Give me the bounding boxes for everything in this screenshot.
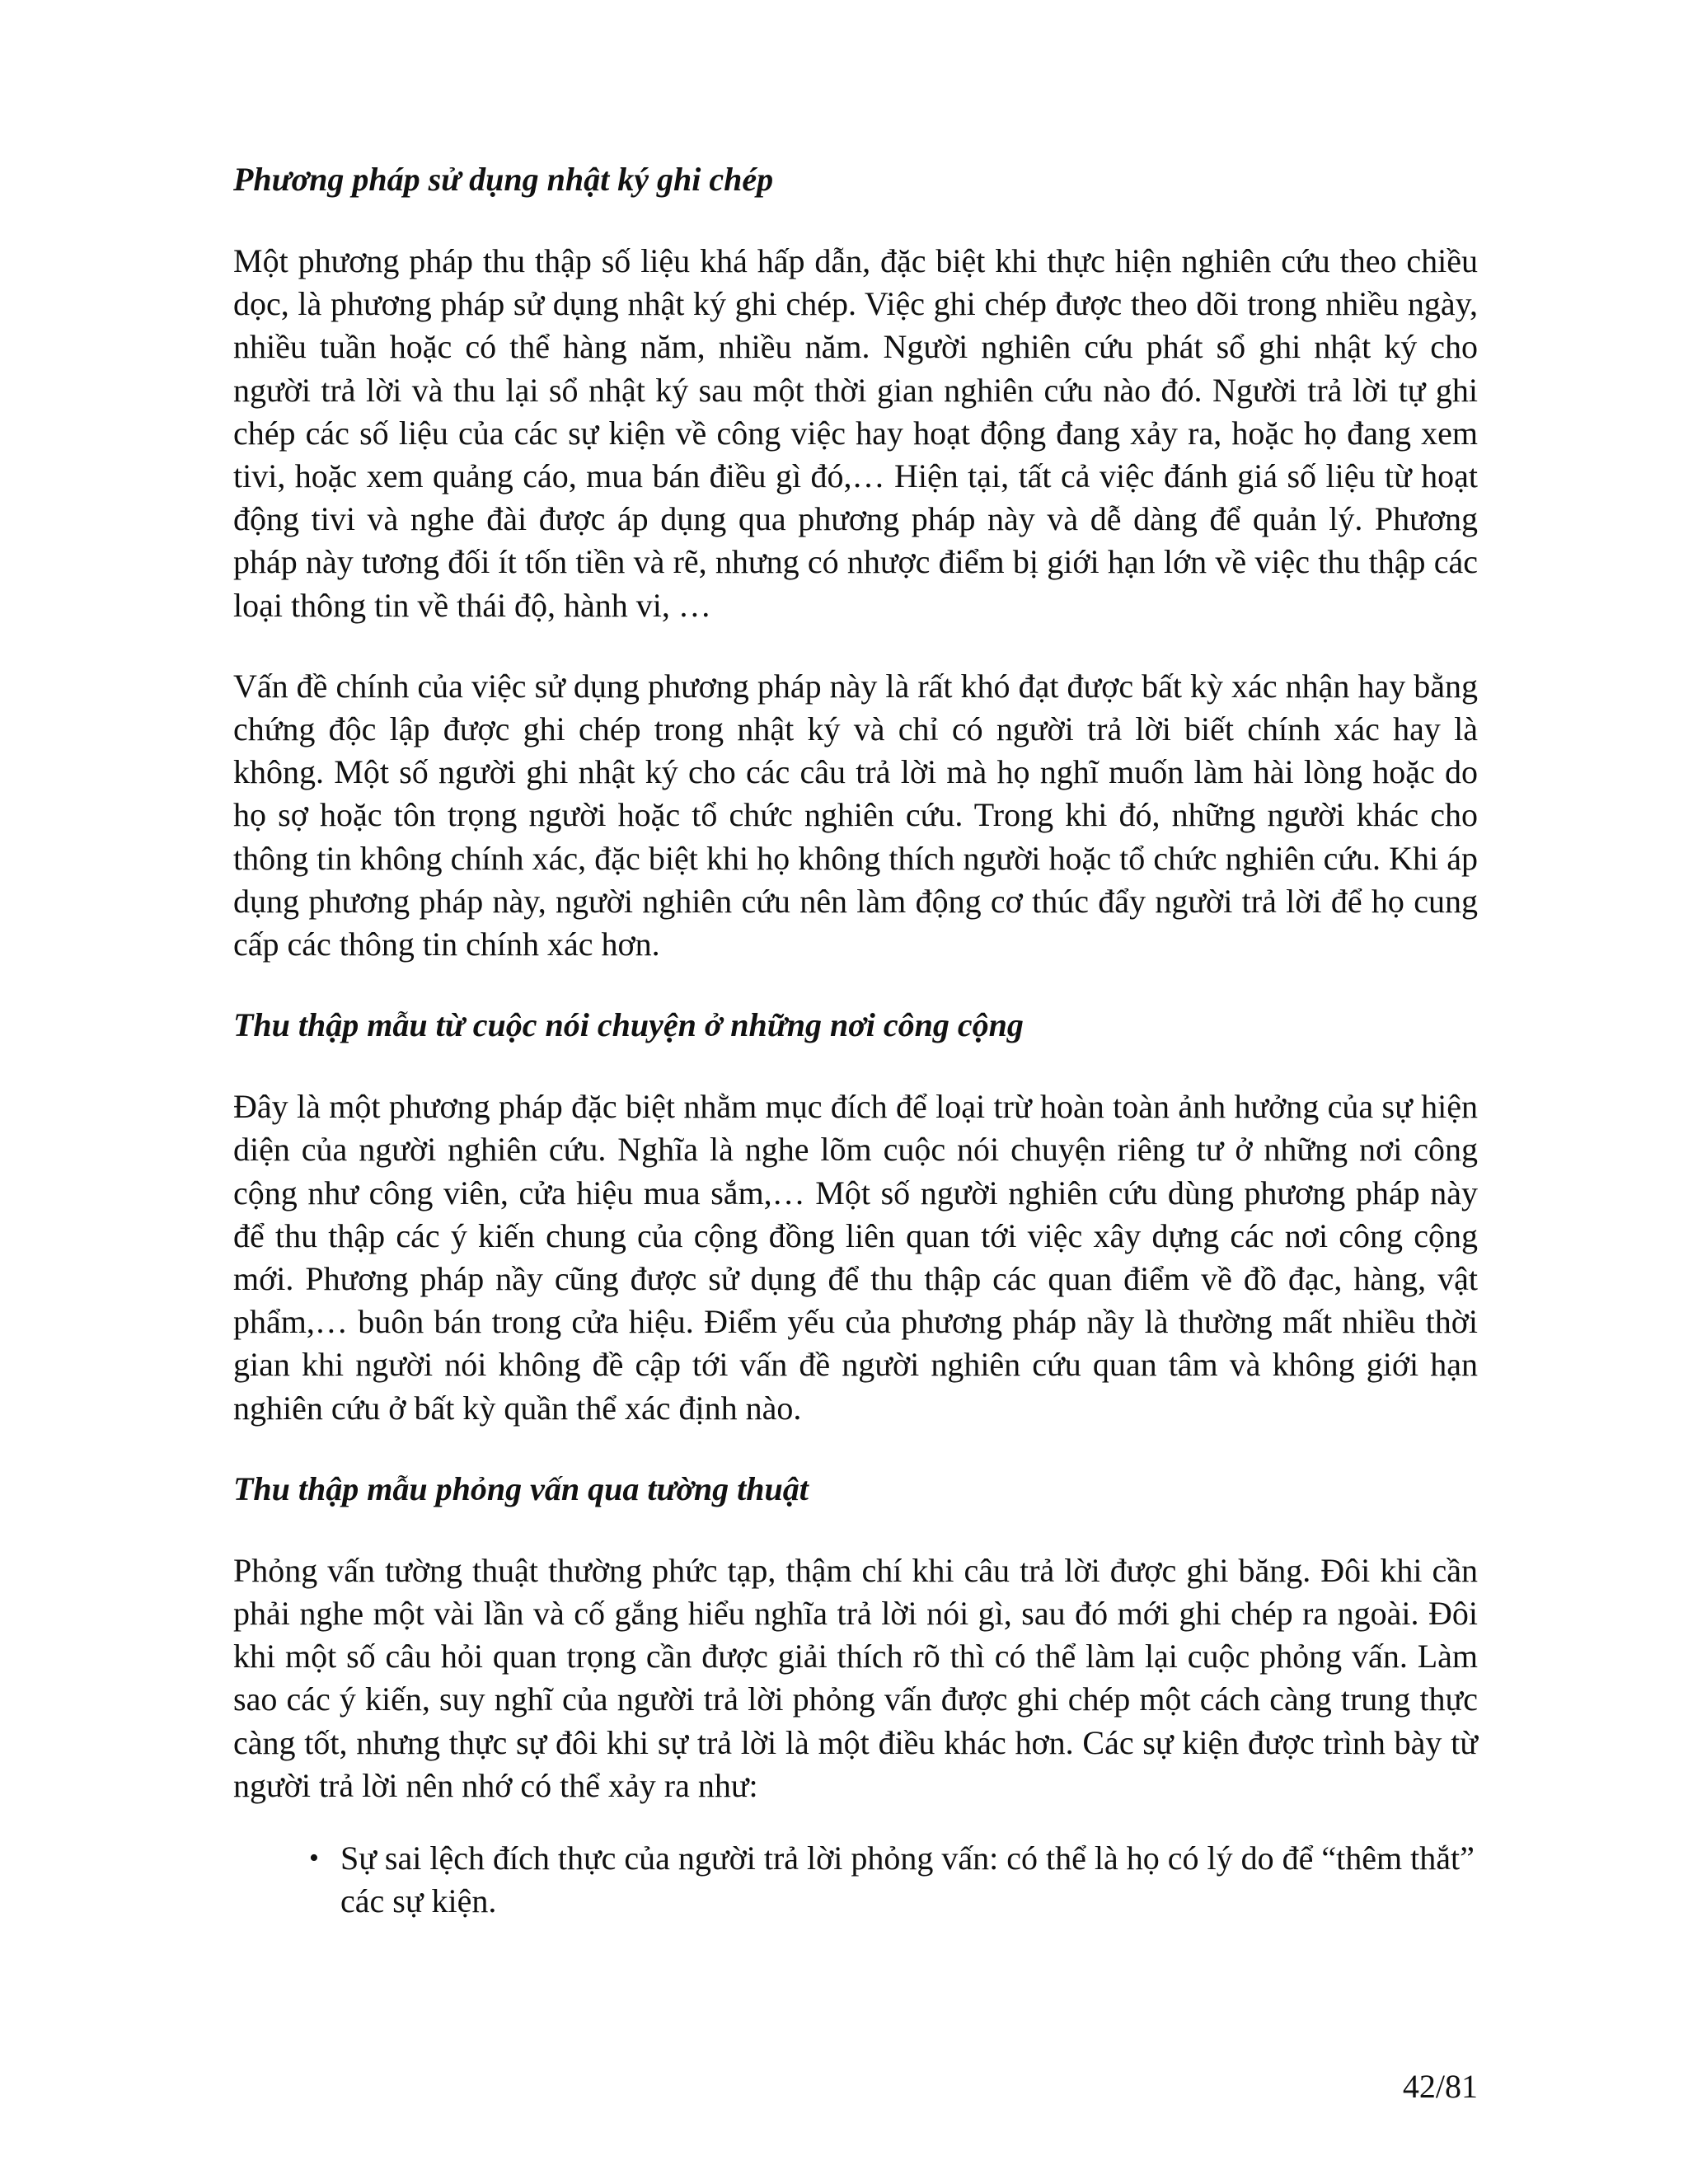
list-item: [233, 1837, 1478, 1923]
section-heading-diary-method: Phương pháp sử dụng nhật ký ghi chép: [233, 161, 774, 198]
section-heading-public-conversation: Thu thập mẫu từ cuộc nói chuyện ở những nơi công cộng: [233, 1006, 1024, 1044]
document-page: [233, 148, 1478, 1924]
page-number: 42/81: [1402, 2068, 1478, 2105]
paragraph-narrative-interview-1: Phỏng vấn tường thuật thường phức tạp, thậm chí khi câu trả lời được ghi băng. Đôi khi cần phải nghe một vài lần và cố gắng hiểu nghĩa trả lời nói gì, sau đó mới ghi chép ra ngoài. Đôi khi một số câu hỏi quan trọng cần được giải thích rõ thì có thể làm lại cuộc phỏng vấn. Làm sao các ý kiến, suy nghĩ của người trả lời phỏng vấn được ghi chép một cách càng trung thực càng tốt, nhưng thực sự đôi khi sự trả lời là một điều khác hơn. Các sự kiện được trình bày từ người trả lời nên nhớ có thể xảy ra như:: [233, 1551, 1478, 1804]
section-heading-narrative-interview: Thu thập mẫu phỏng vấn qua tường thuật: [233, 1469, 809, 1507]
list-item-text: Sự sai lệch đích thực của người trả lời phỏng vấn: có thể là họ có lý do để “thêm thắt” các sự kiện.: [340, 1840, 1475, 1920]
paragraph-diary-method-1: Một phương pháp thu thập số liệu khá hấp dẫn, đặc biệt khi thực hiện nghiên cứu theo chiều dọc, là phương pháp sử dụng nhật ký ghi chép. Việc ghi chép được theo dõi trong nhiều ngày, nhiều tuần hoặc có thể hàng năm, nhiều năm. Người nghiên cứu phát sổ ghi nhật ký cho người trả lời và thu lại sổ nhật ký sau một thời gian nghiên cứu nào đó. Người trả lời tự ghi chép các số liệu của các sự kiện về công việc hay hoạt động đang xảy ra, hoặc họ đang xem tivi, hoặc xem quảng cáo, mua bán điều gì đó,… Hiện tại, tất cả việc đánh giá số liệu từ hoạt động tivi và nghe đài được áp dụng qua phương pháp này và dễ dàng để quản lý. Phương pháp này tương đối ít tốn tiền và rẽ, nhưng có nhược điểm bị giới hạn lớn về việc thu thập các loại thông tin về thái độ, hành vi, …: [233, 242, 1478, 624]
bullet-icon: •: [309, 1843, 319, 1874]
bullet-list: [233, 1837, 1478, 1923]
paragraph-public-conversation-1: Đây là một phương pháp đặc biệt nhằm mục đích để loại trừ hoàn toàn ảnh hưởng của sự hiện diện của người nghiên cứu. Nghĩa là nghe lõm cuộc nói chuyện riêng tư ở những nơi công cộng như công viên, cửa hiệu mua sắm,… Một số người nghiên cứu dùng phương pháp này để thu thập các ý kiến chung của cộng đồng liên quan tới việc xây dựng các nơi công cộng mới. Phương pháp nầy cũng được sử dụng để thu thập các quan điểm về đồ đạc, hàng, vật phẩm,… buôn bán trong cửa hiệu. Điểm yếu của phương pháp nầy là thường mất nhiều thời gian khi người nói không đề cập tới vấn đề người nghiên cứu quan tâm và không giới hạn nghiên cứu ở bất kỳ quần thể xác định nào.: [233, 1088, 1478, 1427]
paragraph-diary-method-2: Vấn đề chính của việc sử dụng phương pháp này là rất khó đạt được bất kỳ xác nhận hay bằng chứng độc lập được ghi chép trong nhật ký và chỉ có người trả lời biết chính xác hay là không. Một số người ghi nhật ký cho các câu trả lời mà họ nghĩ muốn làm hài lòng hoặc do họ sợ hoặc tôn trọng người hoặc tổ chức nghiên cứu. Trong khi đó, những người khác cho thông tin không chính xác, đặc biệt khi họ không thích người hoặc tổ chức nghiên cứu. Khi áp dụng phương pháp này, người nghiên cứu nên làm động cơ thúc đẩy người trả lời để họ cung cấp các thông tin chính xác hơn.: [233, 667, 1478, 963]
